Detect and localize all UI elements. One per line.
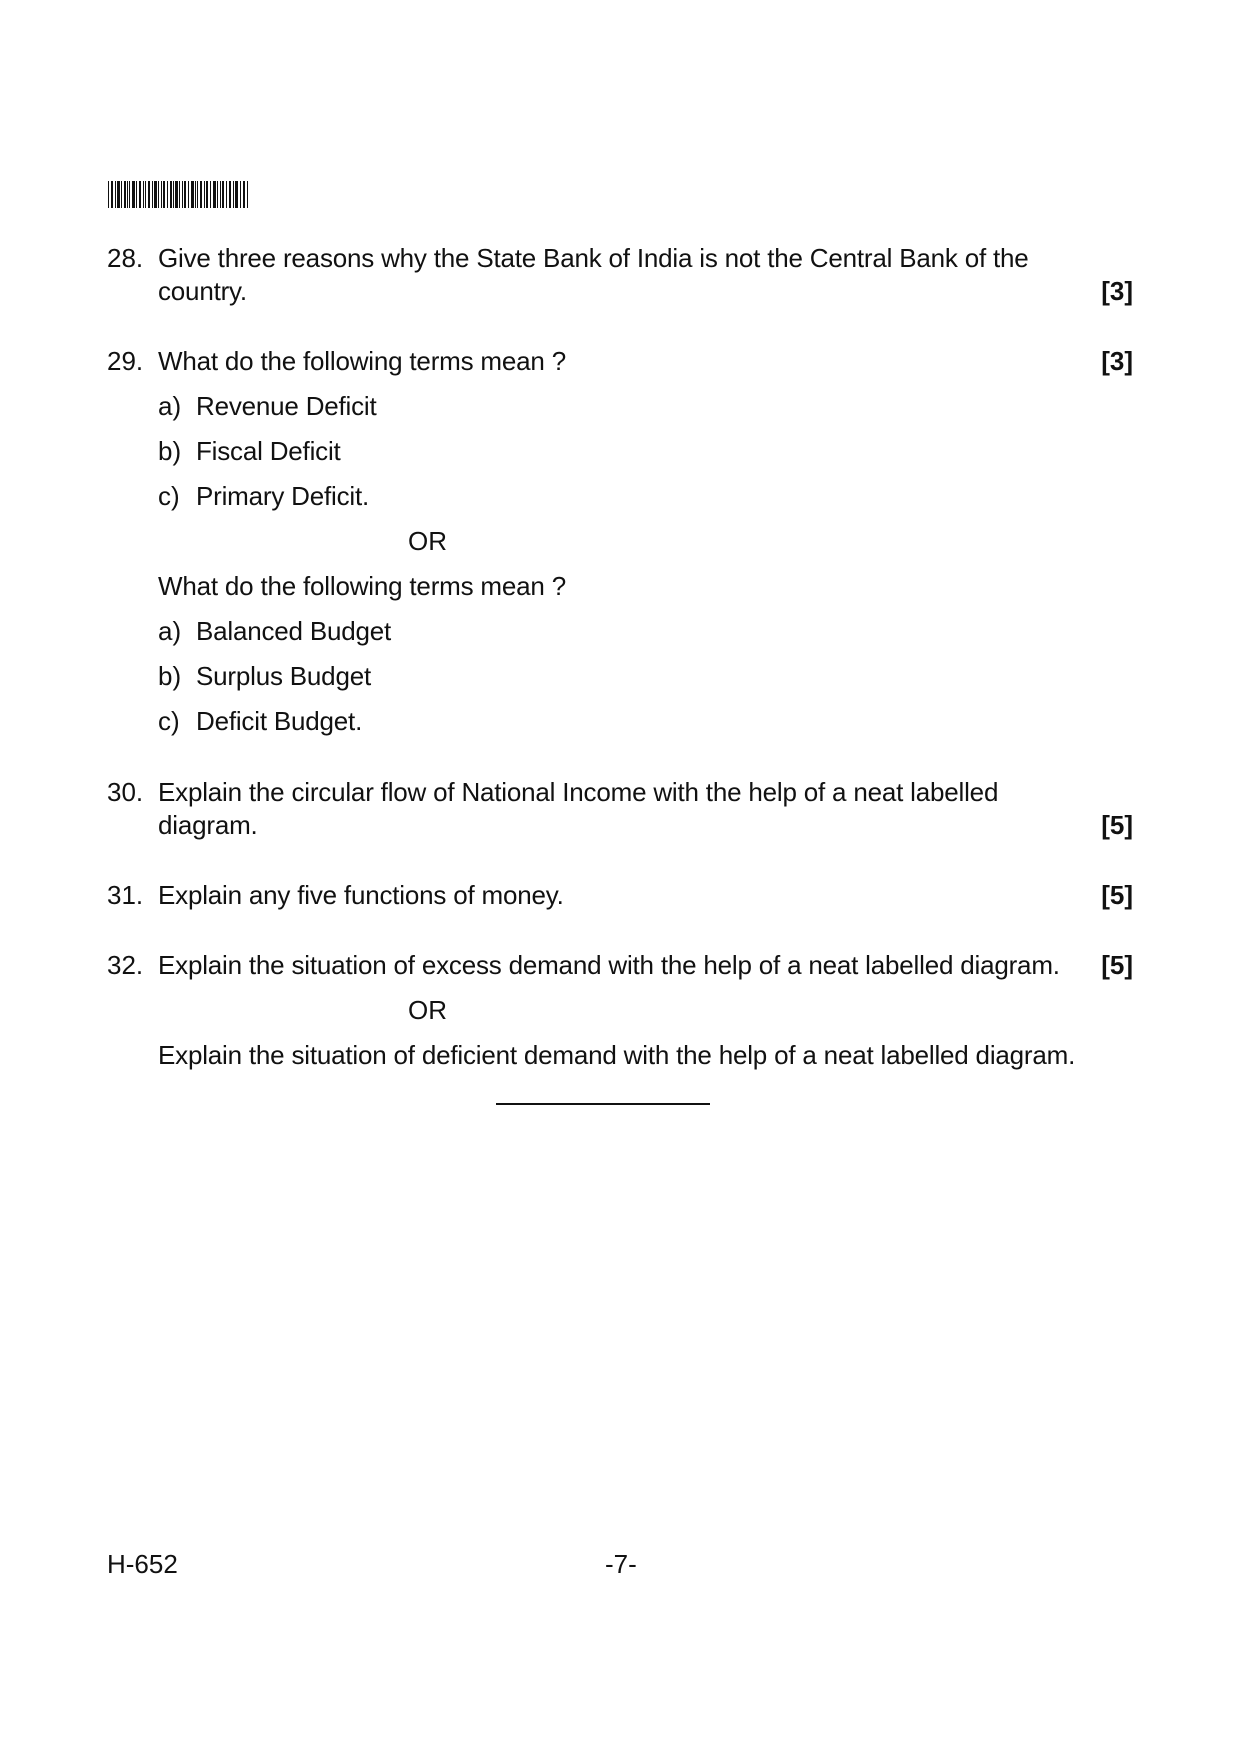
sub-item-label: b): [158, 661, 182, 691]
sub-item-text: Surplus Budget: [196, 661, 371, 691]
sub-item-text: Revenue Deficit: [196, 391, 377, 421]
end-of-questions-rule: [496, 1103, 710, 1105]
sub-item-text: Balanced Budget: [196, 616, 392, 646]
or-divider: OR: [408, 526, 447, 556]
question-number: 29.: [107, 346, 144, 376]
question-text: What do the following terms mean ?: [158, 346, 566, 376]
question-number: 28.: [107, 243, 144, 273]
sub-item-label: c): [158, 706, 180, 736]
barcode-icon: [108, 181, 248, 208]
sub-item-label: b): [158, 436, 182, 466]
alternative-question-text: What do the following terms mean ?: [158, 571, 566, 601]
question-text: Give three reasons why the State Bank of India is not the Central Bank of the: [158, 243, 1029, 273]
sub-item-label: a): [158, 391, 182, 421]
or-divider: OR: [408, 995, 447, 1025]
sub-item-label: c): [158, 481, 180, 511]
question-text: Explain any five functions of money.: [158, 880, 564, 910]
sub-item-text: Fiscal Deficit: [196, 436, 341, 466]
question-number: 31.: [107, 880, 144, 910]
question-text: Explain the circular flow of National Income with the help of a neat labelled: [158, 777, 999, 807]
question-number: 32.: [107, 950, 144, 980]
sub-item-text: Deficit Budget.: [196, 706, 363, 736]
question-text-continued: diagram.: [158, 810, 258, 840]
question-text: Explain the situation of excess demand with the help of a neat labelled diagram.: [158, 950, 1060, 980]
question-text-continued: country.: [158, 276, 247, 306]
marks-label: [5]: [1101, 810, 1133, 840]
question-number: 30.: [107, 777, 144, 807]
marks-label: [3]: [1101, 276, 1133, 306]
marks-label: [5]: [1101, 880, 1133, 910]
paper-code: H-652: [107, 1549, 178, 1579]
sub-item-text: Primary Deficit.: [196, 481, 370, 511]
alternative-question-text: Explain the situation of deficient demand with the help of a neat labelled diagram.: [158, 1040, 1076, 1070]
page-number: -7-: [605, 1549, 637, 1579]
marks-label: [5]: [1101, 950, 1133, 980]
sub-item-label: a): [158, 616, 182, 646]
marks-label: [3]: [1101, 346, 1133, 376]
